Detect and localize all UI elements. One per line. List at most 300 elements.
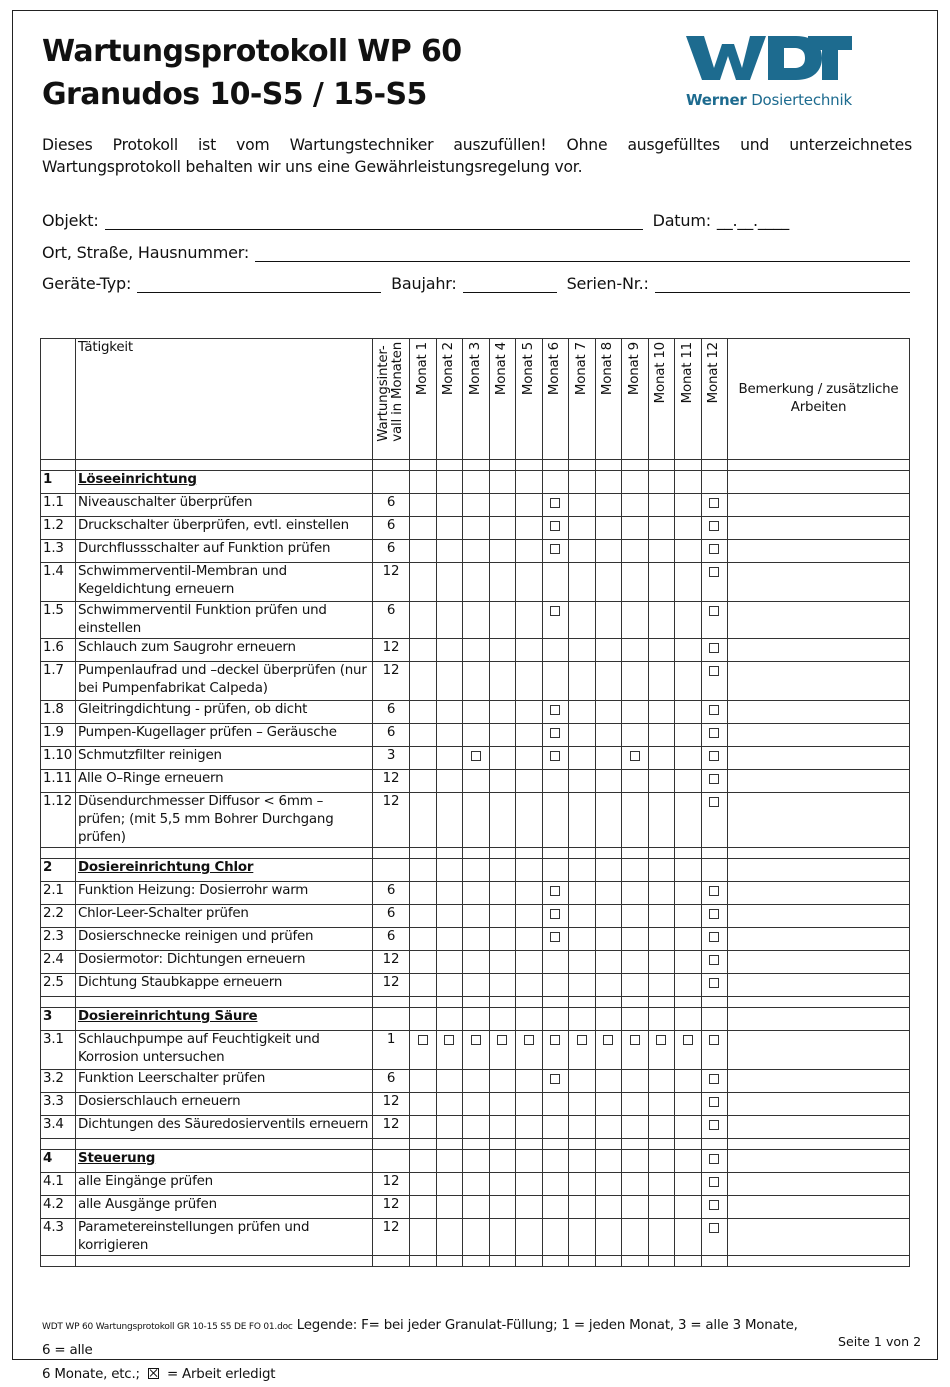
month-1-cell [410, 1031, 437, 1070]
month-7-cell [569, 793, 596, 848]
month-7-cell [569, 747, 596, 770]
row-interval: 12 [373, 770, 410, 793]
month-6-cell [542, 1093, 569, 1116]
month-12-cell [701, 882, 728, 905]
checkbox[interactable] [630, 751, 640, 761]
checkbox[interactable] [709, 1097, 719, 1107]
checkbox[interactable] [709, 705, 719, 715]
month-4-cell [489, 1173, 516, 1196]
row-interval: 6 [373, 882, 410, 905]
month-7-cell [569, 1116, 596, 1139]
maintenance-table [40, 338, 910, 1267]
row-bemerkung[interactable] [728, 563, 910, 602]
row-interval: 12 [373, 662, 410, 701]
month-9-cell [622, 951, 649, 974]
checkbox[interactable] [683, 1035, 693, 1045]
month-7-cell [569, 517, 596, 540]
month-10-cell [648, 639, 675, 662]
row-interval: 6 [373, 905, 410, 928]
month-1-cell [410, 1116, 437, 1139]
row-bemerkung[interactable] [728, 951, 910, 974]
table-row [41, 701, 910, 724]
month-6-cell [542, 540, 569, 563]
table-row [41, 662, 910, 701]
row-task: Funktion Leerschalter prüfen [76, 1070, 373, 1093]
checkbox[interactable] [709, 886, 719, 896]
section-number: 2 [41, 859, 76, 882]
row-bemerkung[interactable] [728, 517, 910, 540]
checkbox[interactable] [444, 1035, 454, 1045]
row-task: Niveauschalter überprüfen [76, 494, 373, 517]
header-month-9: Monat 9 [622, 339, 649, 460]
month-1-cell [410, 662, 437, 701]
checkbox[interactable] [709, 1154, 719, 1164]
month-7-cell [569, 905, 596, 928]
month-1-cell [410, 928, 437, 951]
row-task: Schlauch zum Saugrohr erneuern [76, 639, 373, 662]
header-month-7: Monat 7 [569, 339, 596, 460]
row-interval: 12 [373, 639, 410, 662]
table-row [41, 747, 910, 770]
month-12-cell [701, 1031, 728, 1070]
table-row [41, 1173, 910, 1196]
month-8-cell [595, 724, 622, 747]
month-11-cell [675, 1173, 702, 1196]
checkbox[interactable] [709, 643, 719, 653]
month-10-cell [648, 951, 675, 974]
header-month-12: Monat 12 [701, 339, 728, 460]
checkbox[interactable] [656, 1035, 666, 1045]
form-row-ort [42, 240, 910, 262]
checkbox[interactable] [709, 751, 719, 761]
month-10-cell [648, 747, 675, 770]
month-9-cell [622, 974, 649, 997]
row-interval: 12 [373, 793, 410, 848]
month-10-cell [648, 1196, 675, 1219]
month-9-cell [622, 1031, 649, 1070]
checkbox[interactable] [630, 1035, 640, 1045]
row-number: 1.5 [41, 602, 76, 639]
month-6-cell [542, 701, 569, 724]
month-11-cell [675, 639, 702, 662]
checkbox[interactable] [709, 1177, 719, 1187]
month-5-cell [516, 540, 543, 563]
checkbox[interactable] [709, 544, 719, 554]
month-10-cell [648, 1173, 675, 1196]
section-title: Löseeinrichtung [76, 471, 373, 494]
month-3-cell [463, 1196, 490, 1219]
checkbox[interactable] [709, 909, 719, 919]
checkbox[interactable] [418, 1035, 428, 1045]
month-9-cell [622, 928, 649, 951]
row-bemerkung[interactable] [728, 724, 910, 747]
month-12-cell [701, 928, 728, 951]
row-task: Dosierschnecke reinigen und prüfen [76, 928, 373, 951]
month-3-cell [463, 951, 490, 974]
row-number: 1.9 [41, 724, 76, 747]
logo-subtitle: Werner Dosiertechnik [686, 91, 852, 109]
month-8-cell [595, 1070, 622, 1093]
month-8-cell [595, 494, 622, 517]
month-8-cell [595, 602, 622, 639]
checkbox[interactable] [497, 1035, 507, 1045]
row-interval: 3 [373, 747, 410, 770]
month-10-cell [648, 905, 675, 928]
header-month-8: Monat 8 [595, 339, 622, 460]
month-6-cell [542, 1116, 569, 1139]
month-6-cell [542, 747, 569, 770]
month-3-cell [463, 905, 490, 928]
month-1-cell [410, 905, 437, 928]
month-5-cell [516, 602, 543, 639]
objekt-label: Objekt: [42, 211, 99, 230]
month-1-cell [410, 770, 437, 793]
row-number: 1.4 [41, 563, 76, 602]
month-12-cell [701, 639, 728, 662]
row-bemerkung[interactable] [728, 540, 910, 563]
header-interval: Wartungsinter- vall in Monaten [373, 339, 410, 460]
month-5-cell [516, 770, 543, 793]
month-3-cell [463, 602, 490, 639]
month-4-cell [489, 662, 516, 701]
row-task: Druckschalter überprüfen, evtl. einstellen [76, 517, 373, 540]
ort-field[interactable] [255, 243, 910, 262]
month-7-cell [569, 540, 596, 563]
row-task: Chlor-Leer-Schalter prüfen [76, 905, 373, 928]
checkbox[interactable] [550, 751, 560, 761]
month-3-cell [463, 639, 490, 662]
month-12-cell [701, 951, 728, 974]
row-bemerkung[interactable] [728, 639, 910, 662]
month-7-cell [569, 563, 596, 602]
checkbox[interactable] [709, 797, 719, 807]
month-9-cell [622, 1093, 649, 1116]
checkbox[interactable] [577, 1035, 587, 1045]
row-number: 1.8 [41, 701, 76, 724]
checkbox[interactable] [550, 498, 560, 508]
table-row [41, 563, 910, 602]
row-interval: 6 [373, 701, 410, 724]
month-7-cell [569, 602, 596, 639]
month-5-cell [516, 494, 543, 517]
month-8-cell [595, 793, 622, 848]
intro-text: Dieses Protokoll ist vom Wartungstechniker auszufüllen! Ohne ausgefülltes und unterzeichnetes Wartungsprotokoll behalten wir uns eine Gewährleistungsregelung vor. [42, 136, 912, 176]
month-10-cell [648, 602, 675, 639]
month-10-cell [648, 974, 675, 997]
month-8-cell [595, 701, 622, 724]
checkbox[interactable] [709, 978, 719, 988]
table-row [41, 1031, 910, 1070]
row-bemerkung[interactable] [728, 1116, 910, 1139]
row-number: 1.11 [41, 770, 76, 793]
month-11-cell [675, 1196, 702, 1219]
row-interval: 6 [373, 540, 410, 563]
row-bemerkung[interactable] [728, 793, 910, 848]
row-number: 4.2 [41, 1196, 76, 1219]
month-12-cell [701, 793, 728, 848]
checkbox[interactable] [471, 1035, 481, 1045]
checkbox[interactable] [550, 544, 560, 554]
row-task: Dichtungen des Säuredosierventils erneuern [76, 1116, 373, 1139]
month-4-cell [489, 1219, 516, 1256]
row-bemerkung[interactable] [728, 1070, 910, 1093]
month-4-cell [489, 724, 516, 747]
month-7-cell [569, 1093, 596, 1116]
checkbox[interactable] [709, 567, 719, 577]
row-number: 2.4 [41, 951, 76, 974]
month-11-cell [675, 770, 702, 793]
month-4-cell [489, 770, 516, 793]
month-11-cell [675, 928, 702, 951]
section-title: Dosiereinrichtung Chlor [76, 859, 373, 882]
checkbox[interactable] [709, 1223, 719, 1233]
row-interval: 6 [373, 724, 410, 747]
table-row [41, 974, 910, 997]
month-2-cell [436, 1031, 463, 1070]
header-bemerkung: Bemerkung / zusätzliche Arbeiten [728, 339, 910, 460]
row-bemerkung[interactable] [728, 747, 910, 770]
checkbox[interactable] [524, 1035, 534, 1045]
month-7-cell [569, 882, 596, 905]
checkbox[interactable] [709, 521, 719, 531]
month-12-cell [701, 1173, 728, 1196]
month-9-cell [622, 1173, 649, 1196]
row-interval: 12 [373, 974, 410, 997]
month-6-cell [542, 724, 569, 747]
row-number: 3.1 [41, 1031, 76, 1070]
checkbox[interactable] [709, 498, 719, 508]
month-4-cell [489, 1093, 516, 1116]
month-8-cell [595, 1116, 622, 1139]
month-8-cell [595, 517, 622, 540]
row-number: 3.3 [41, 1093, 76, 1116]
row-bemerkung[interactable] [728, 1219, 910, 1256]
month-6-cell [542, 639, 569, 662]
section-number: 4 [41, 1150, 76, 1173]
month-3-cell [463, 1070, 490, 1093]
month-1-cell [410, 1196, 437, 1219]
row-task: Dichtung Staubkappe erneuern [76, 974, 373, 997]
row-bemerkung[interactable] [728, 494, 910, 517]
month-1-cell [410, 639, 437, 662]
checkbox[interactable] [550, 909, 560, 919]
month-4-cell [489, 517, 516, 540]
checkbox[interactable] [550, 606, 560, 616]
checkbox[interactable] [550, 728, 560, 738]
table-header-row [41, 339, 910, 460]
month-1-cell [410, 793, 437, 848]
month-4-cell [489, 793, 516, 848]
checkbox[interactable] [709, 1074, 719, 1084]
checkbox[interactable] [550, 705, 560, 715]
month-7-cell [569, 662, 596, 701]
month-5-cell [516, 639, 543, 662]
month-8-cell [595, 1219, 622, 1256]
month-8-cell [595, 1031, 622, 1070]
checkbox[interactable] [550, 886, 560, 896]
month-11-cell [675, 793, 702, 848]
month-4-cell [489, 563, 516, 602]
month-9-cell [622, 563, 649, 602]
section-number: 3 [41, 1008, 76, 1031]
header-num [41, 339, 76, 460]
month-3-cell [463, 1116, 490, 1139]
month-1-cell [410, 517, 437, 540]
seriennr-field[interactable] [655, 274, 910, 293]
month-3-cell [463, 770, 490, 793]
month-10-cell [648, 563, 675, 602]
table-row [41, 1219, 910, 1256]
checkbox[interactable] [550, 932, 560, 942]
month-3-cell [463, 1093, 490, 1116]
row-bemerkung[interactable] [728, 701, 910, 724]
month-1-cell [410, 974, 437, 997]
checkbox[interactable] [550, 1074, 560, 1084]
row-interval: 12 [373, 1116, 410, 1139]
month-9-cell [622, 770, 649, 793]
month-3-cell [463, 747, 490, 770]
baujahr-field[interactable] [463, 274, 557, 293]
month-9-cell [622, 905, 649, 928]
month-5-cell [516, 974, 543, 997]
row-bemerkung[interactable] [728, 928, 910, 951]
month-8-cell [595, 1093, 622, 1116]
checked-box-icon [148, 1368, 159, 1379]
month-11-cell [675, 540, 702, 563]
form-row-geraet [42, 271, 910, 293]
month-2-cell [436, 905, 463, 928]
month-1-cell [410, 1219, 437, 1256]
checkbox[interactable] [709, 774, 719, 784]
month-5-cell [516, 747, 543, 770]
month-4-cell [489, 639, 516, 662]
checkbox[interactable] [550, 1035, 560, 1045]
month-4-cell [489, 1196, 516, 1219]
month-11-cell [675, 747, 702, 770]
month-11-cell [675, 724, 702, 747]
table-row [41, 793, 910, 848]
row-bemerkung[interactable] [728, 602, 910, 639]
month-1-cell [410, 1173, 437, 1196]
month-12-cell [701, 974, 728, 997]
month-12-cell [701, 563, 728, 602]
month-10-cell [648, 1093, 675, 1116]
row-bemerkung[interactable] [728, 905, 910, 928]
month-9-cell [622, 1196, 649, 1219]
month-9-cell [622, 517, 649, 540]
month-11-cell [675, 602, 702, 639]
row-bemerkung[interactable] [728, 662, 910, 701]
month-12-cell [701, 770, 728, 793]
header-month-10: Monat 10 [648, 339, 675, 460]
row-number: 1.2 [41, 517, 76, 540]
row-task: alle Eingänge prüfen [76, 1173, 373, 1196]
month-11-cell [675, 1093, 702, 1116]
checkbox[interactable] [709, 728, 719, 738]
row-bemerkung[interactable] [728, 882, 910, 905]
month-7-cell [569, 928, 596, 951]
month-4-cell [489, 974, 516, 997]
checkbox[interactable] [709, 1120, 719, 1130]
spacer-row [41, 848, 910, 859]
month-5-cell [516, 701, 543, 724]
month-12-cell [701, 662, 728, 701]
month-3-cell [463, 1031, 490, 1070]
month-4-cell [489, 1070, 516, 1093]
month-6-cell [542, 494, 569, 517]
month-6-cell [542, 974, 569, 997]
form-row-objekt [42, 208, 910, 230]
month-2-cell [436, 602, 463, 639]
month-7-cell [569, 951, 596, 974]
row-interval: 6 [373, 1070, 410, 1093]
geraetetyp-field[interactable] [137, 274, 381, 293]
checkbox[interactable] [471, 751, 481, 761]
row-bemerkung[interactable] [728, 974, 910, 997]
row-bemerkung[interactable] [728, 770, 910, 793]
month-10-cell [648, 1219, 675, 1256]
month-6-cell [542, 793, 569, 848]
month-4-cell [489, 882, 516, 905]
month-7-cell [569, 770, 596, 793]
month-12-cell [701, 747, 728, 770]
section-number: 1 [41, 471, 76, 494]
month-3-cell [463, 793, 490, 848]
month-10-cell [648, 1070, 675, 1093]
month-12-cell [701, 517, 728, 540]
row-interval: 1 [373, 1031, 410, 1070]
checkbox[interactable] [709, 666, 719, 676]
month-8-cell [595, 1173, 622, 1196]
month-6-cell [542, 517, 569, 540]
objekt-field[interactable] [105, 211, 643, 230]
month-2-cell [436, 1219, 463, 1256]
checkbox[interactable] [709, 932, 719, 942]
month-1-cell [410, 724, 437, 747]
row-task: Dosiermotor: Dichtungen erneuern [76, 951, 373, 974]
month-6-cell [542, 563, 569, 602]
month-7-cell [569, 1196, 596, 1219]
month-9-cell [622, 793, 649, 848]
month-1-cell [410, 602, 437, 639]
checkbox[interactable] [550, 521, 560, 531]
section-header-row [41, 1150, 910, 1173]
row-bemerkung[interactable] [728, 1196, 910, 1219]
month-4-cell [489, 951, 516, 974]
checkbox[interactable] [603, 1035, 613, 1045]
checkbox[interactable] [709, 955, 719, 965]
checkbox[interactable] [709, 1200, 719, 1210]
page-number: Seite 1 von 2 [838, 1334, 922, 1349]
table-row [41, 639, 910, 662]
row-interval: 12 [373, 563, 410, 602]
month-8-cell [595, 563, 622, 602]
month-12-cell [701, 494, 728, 517]
datum-field[interactable]: __.__.____ [716, 211, 790, 230]
row-bemerkung[interactable] [728, 1173, 910, 1196]
row-bemerkung[interactable] [728, 1093, 910, 1116]
month-7-cell [569, 701, 596, 724]
month-4-cell [489, 905, 516, 928]
checkbox[interactable] [709, 606, 719, 616]
month-11-cell [675, 974, 702, 997]
checkbox[interactable] [709, 1035, 719, 1045]
row-bemerkung[interactable] [728, 1031, 910, 1070]
row-interval: 6 [373, 928, 410, 951]
month-4-cell [489, 701, 516, 724]
month-12-cell [701, 602, 728, 639]
month-8-cell [595, 928, 622, 951]
